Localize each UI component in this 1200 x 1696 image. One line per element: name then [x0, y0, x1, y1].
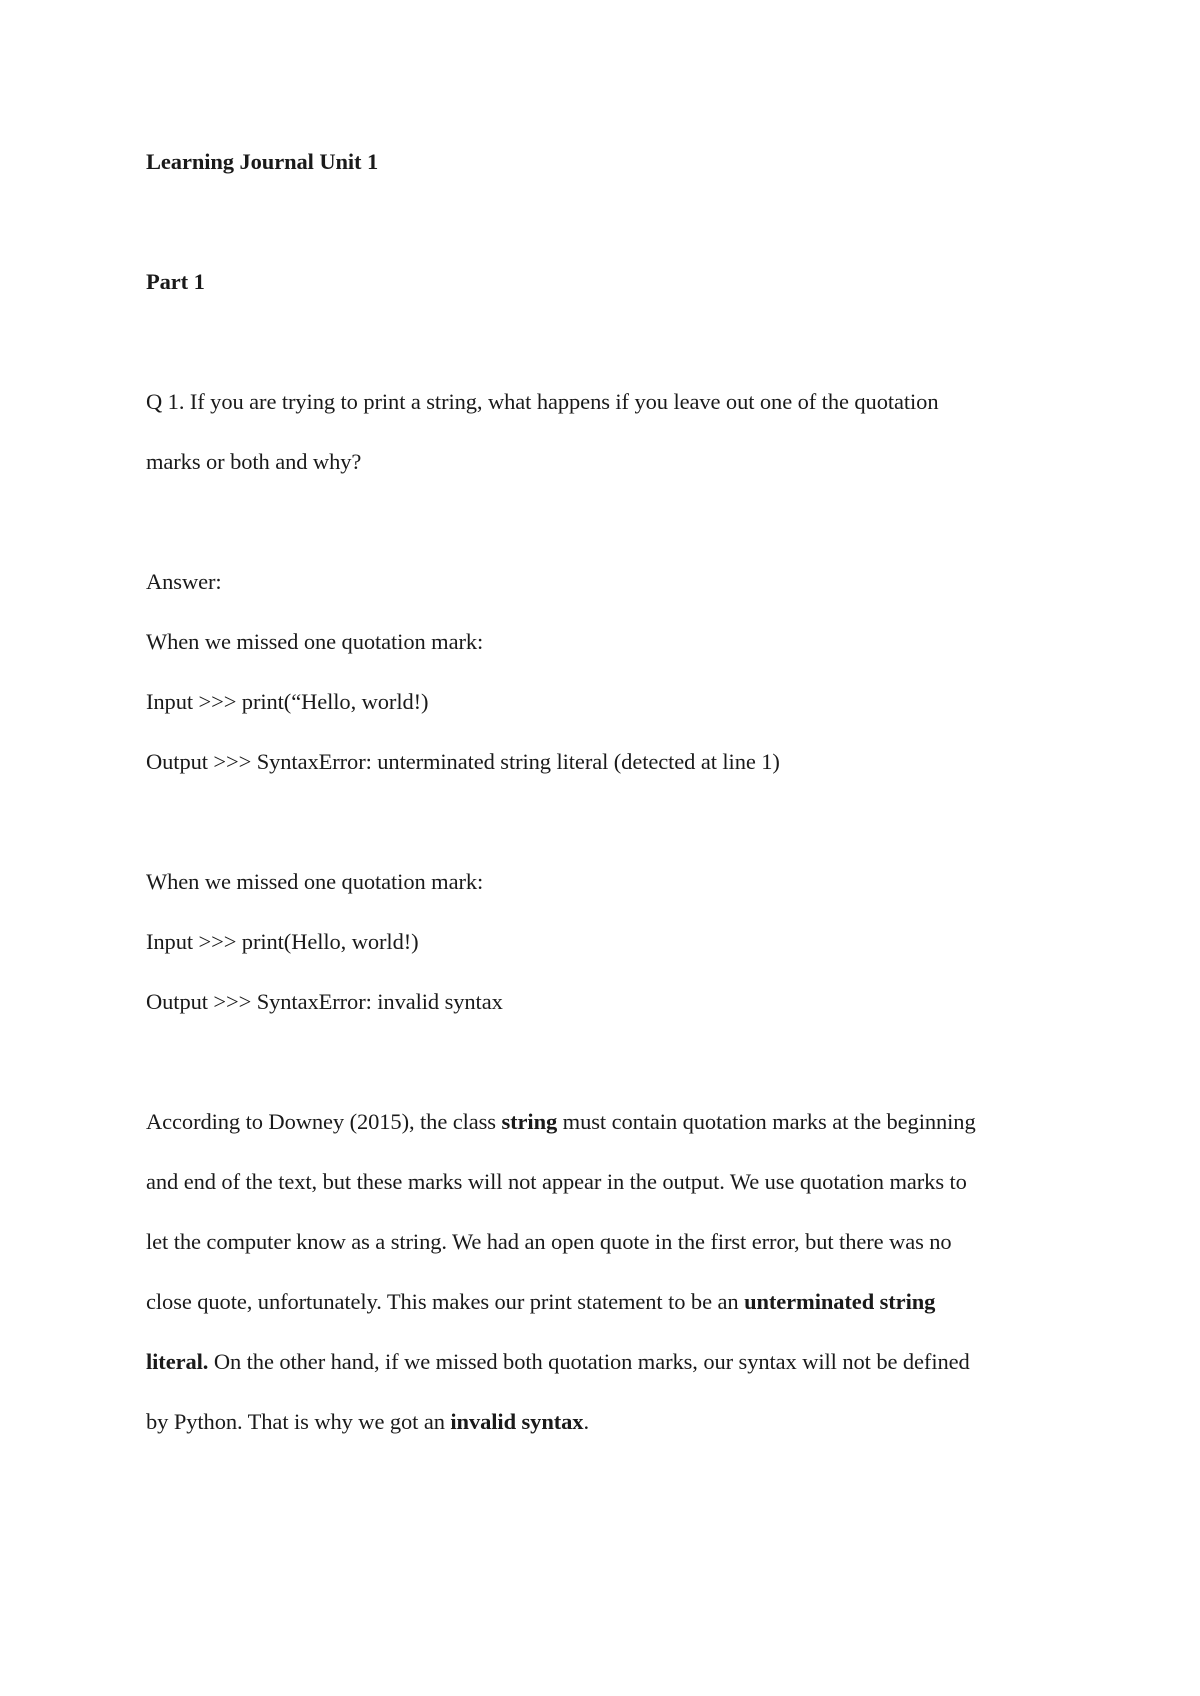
answer-label: Answer: [146, 569, 222, 594]
emphasis-unterminated-string: unterminated string [744, 1289, 936, 1314]
explanation-text: by Python. That is why we got an [146, 1409, 451, 1434]
explanation-text: On the other hand, if we missed both quotation marks, our syntax will not be defined [208, 1349, 970, 1374]
explanation-text: According to Downey (2015), the class [146, 1109, 502, 1134]
explanation-line-3: let the computer know as a string. We had an open quote in the first error, but there was no [146, 1229, 952, 1254]
explanation-line-6 [146, 1407, 589, 1437]
emphasis-literal: literal. [146, 1349, 209, 1374]
case1-output: Output >>> SyntaxError: unterminated string literal (detected at line 1) [146, 749, 780, 774]
explanation-text: must contain quotation marks at the beginning [557, 1109, 976, 1134]
part-heading: Part 1 [146, 269, 205, 294]
document-title: Learning Journal Unit 1 [146, 149, 379, 174]
question-line-1: Q 1. If you are trying to print a string, what happens if you leave out one of the quotation [146, 389, 939, 414]
question-line-2: marks or both and why? [146, 449, 362, 474]
explanation-line-4 [146, 1287, 935, 1317]
case2-output: Output >>> SyntaxError: invalid syntax [146, 989, 503, 1014]
explanation-line-2: and end of the text, but these marks will not appear in the output. We use quotation marks to [146, 1169, 967, 1194]
case1-heading: When we missed one quotation mark: [146, 629, 484, 654]
emphasis-string: string [501, 1109, 558, 1134]
explanation-line-5 [146, 1347, 970, 1377]
case2-heading: When we missed one quotation mark: [146, 869, 484, 894]
explanation-text: . [583, 1409, 589, 1434]
case1-input: Input >>> print(“Hello, world!) [146, 689, 429, 714]
emphasis-invalid-syntax: invalid syntax [450, 1409, 584, 1434]
case2-input: Input >>> print(Hello, world!) [146, 929, 419, 954]
explanation-line-1 [146, 1107, 976, 1137]
explanation-text: close quote, unfortunately. This makes our print statement to be an [146, 1289, 745, 1314]
